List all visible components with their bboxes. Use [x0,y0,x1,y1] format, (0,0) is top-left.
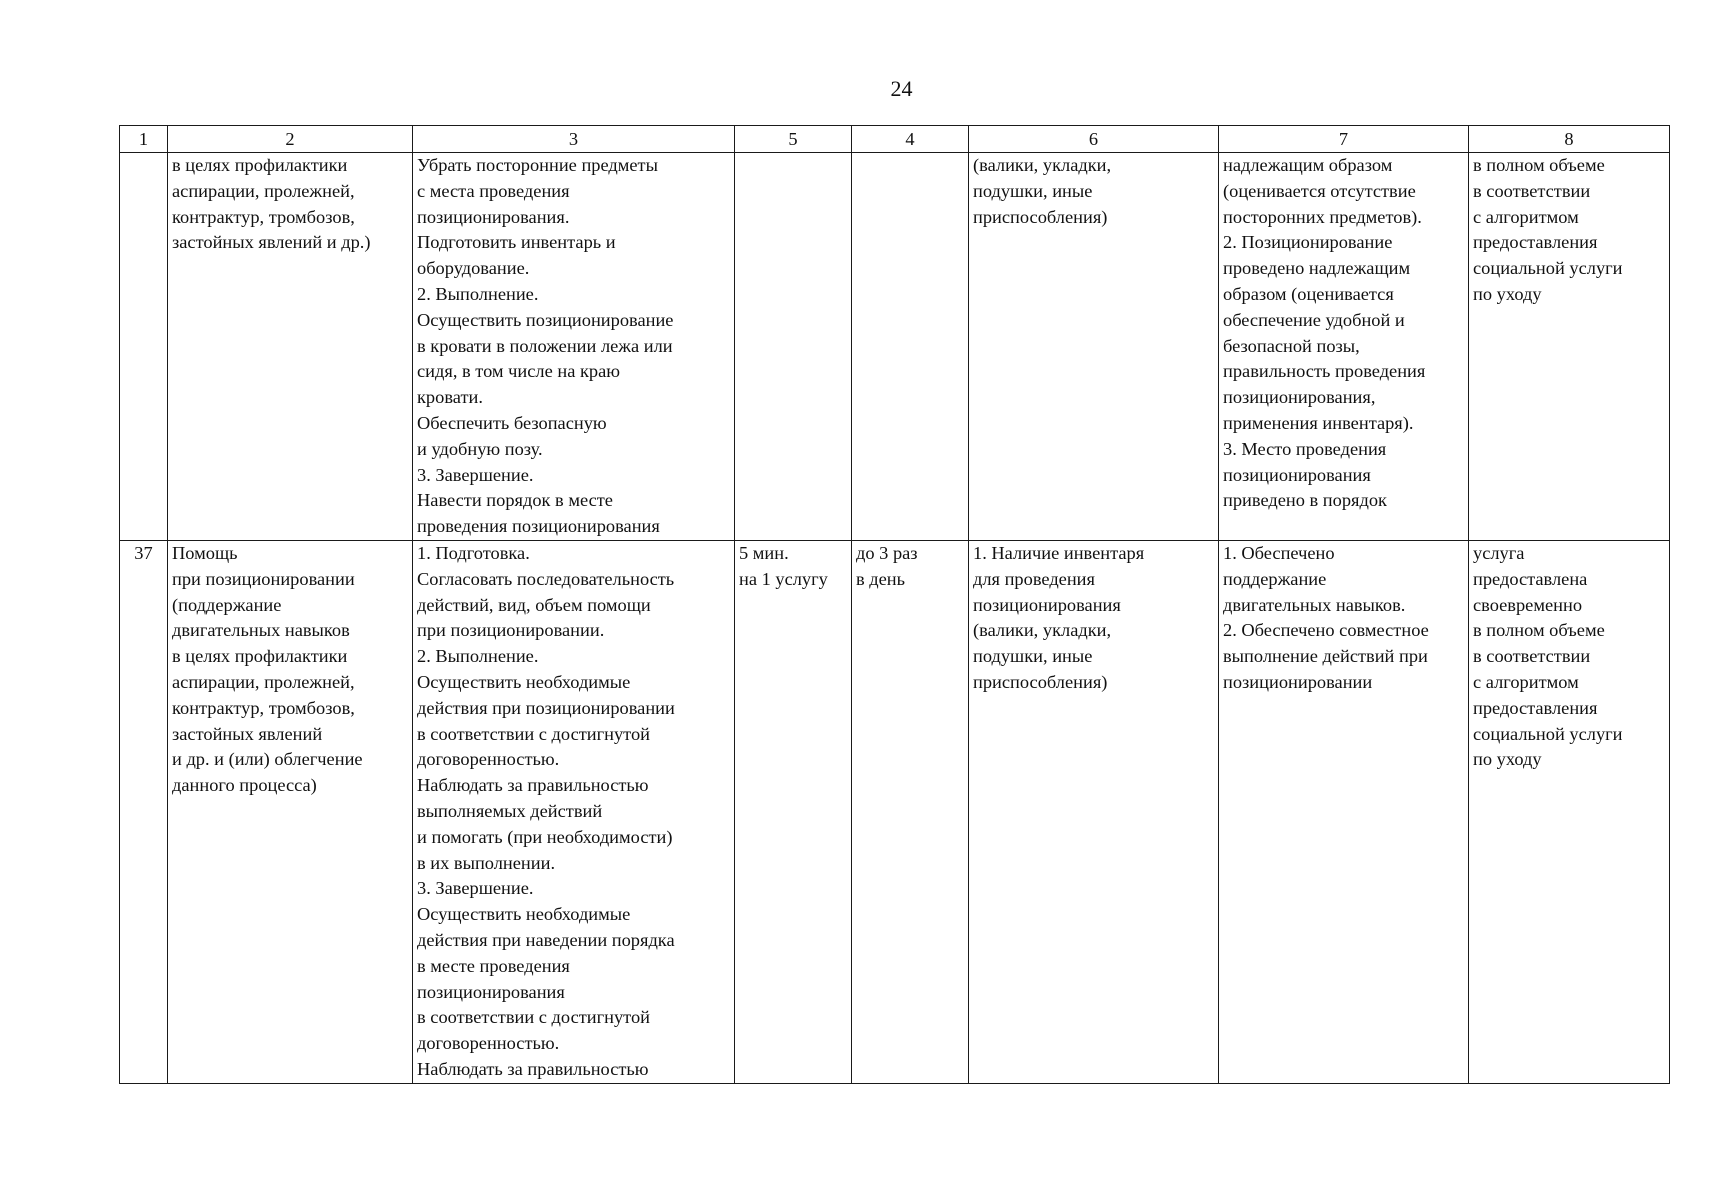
service-indicators-cell: 1. Обеспечено поддержание двигательных навыков. 2. Обеспечено совместное выполнение действий при позиционировании [1219,540,1469,1083]
column-number-3: 3 [413,126,735,153]
column-number-8: 8 [1469,126,1670,153]
service-time-cell: 5 мин. на 1 услугу [735,540,852,1083]
column-number-5: 5 [735,126,852,153]
page-number: 24 [890,76,913,101]
service-content-cell: Убрать посторонние предметы с места проведения позиционирования. Подготовить инвентарь и оборудование. 2. Выполнение. Осуществить позиционирование в кровати в положении лежа или сидя, в том числе на краю кровати. Обеспечить безопасную и удобную позу. 3. Завершение. Навести порядок в месте проведения позиционирования [413,153,735,541]
column-number-6: 6 [969,126,1219,153]
column-number-1: 1 [120,126,168,153]
service-time-cell [735,153,852,541]
service-name-cell: Помощь при позиционировании (поддержание двигательных навыков в целях профилактики аспирации, пролежней, контрактур, тромбозов, застойных явлений и др. и (или) облегчение данного процесса) [168,540,413,1083]
column-number-7: 7 [1219,126,1469,153]
service-indicators-cell: надлежащим образом (оценивается отсутствие посторонних предметов). 2. Позиционирование проведено надлежащим образом (оценивается обеспечение удобной и безопасной позы, правильность проведения позиционирования, применения инвентаря). 3. Место проведения позиционирования приведено в порядок [1219,153,1469,541]
service-name-cell: в целях профилактики аспирации, пролежней, контрактур, тромбозов, застойных явлений и др.) [168,153,413,541]
table-header-row [120,126,1670,153]
row-number-cell: 37 [120,540,168,1083]
services-table [119,125,1670,1084]
column-number-4: 4 [852,126,969,153]
service-conditions-cell: 1. Наличие инвентаря для проведения позиционирования (валики, укладки, подушки, иные приспособления) [969,540,1219,1083]
row-number-cell [120,153,168,541]
service-evaluation-cell: услуга предоставлена своевременно в полном объеме в соответствии с алгоритмом предоставления социальной услуги по уходу [1469,540,1670,1083]
service-frequency-cell: до 3 раз в день [852,540,969,1083]
table-row [120,153,1670,541]
column-number-2: 2 [168,126,413,153]
table-row [120,540,1670,1083]
service-conditions-cell: (валики, укладки, подушки, иные приспособления) [969,153,1219,541]
service-content-cell: 1. Подготовка. Согласовать последовательность действий, вид, объем помощи при позиционировании. 2. Выполнение. Осуществить необходимые действия при позиционировании в соответствии с достигнутой договоренностью. Наблюдать за правильностью выполняемых действий и помогать (при необходимости) в их выполнении. 3. Завершение. Осуществить необходимые действия при наведении порядка в месте проведения позиционирования в соответствии с достигнутой договоренностью. Наблюдать за правильностью [413,540,735,1083]
service-frequency-cell [852,153,969,541]
service-evaluation-cell: в полном объеме в соответствии с алгоритмом предоставления социальной услуги по уходу [1469,153,1670,541]
